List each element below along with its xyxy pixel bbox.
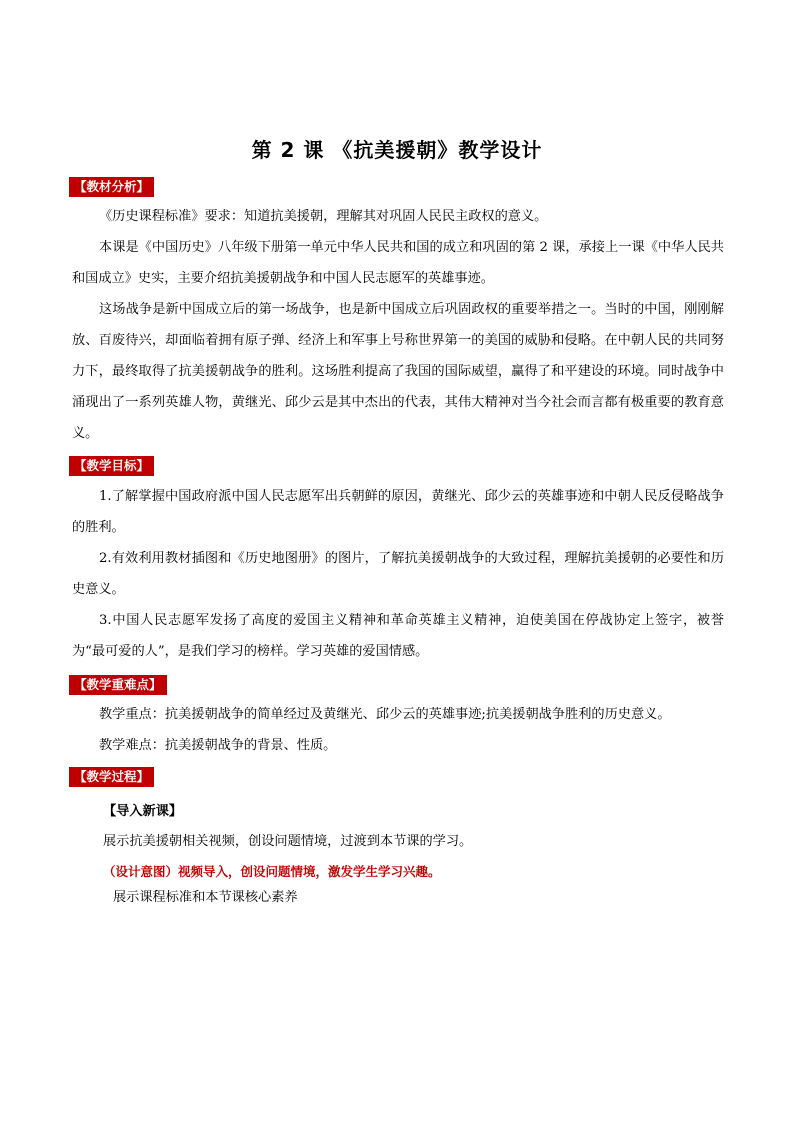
document-title: 第 2 课 《抗美援朝》教学设计 — [251, 138, 543, 162]
analysis-paragraph: 《历史课程标准》要求：知道抗美援朝，理解其对巩固人民民主政权的意义。 — [99, 209, 548, 224]
goal-item: 2.有效利用教材插图和《历史地图册》的图片，了解抗美援朝战争的大致过程，理解抗美援朝的必要性和历史意义。 — [72, 551, 724, 597]
intro-text: 展示抗美援朝相关视频，创设问题情境，过渡到本节课的学习。 — [103, 834, 473, 849]
sub-heading-intro: 【导入新课】 — [103, 804, 183, 819]
key-point: 教学重点：抗美援朝战争的简单经过及黄继光、邱少云的英雄事迹;抗美援朝战争胜利的历史意义。 — [99, 707, 671, 722]
section-tag-process: 【教学过程】 — [69, 767, 154, 787]
design-intent: （设计意图）视频导入，创设问题情境，激发学生学习兴趣。 — [103, 864, 441, 879]
section-tag-keypoints: 【教学重难点】 — [69, 675, 167, 695]
goal-item: 1.了解掌握中国政府派中国人民志愿军出兵朝鲜的原因，黄继光、邱少云的英雄事迹和中朝人民反侵略战争的胜利。 — [72, 489, 724, 535]
section-tag-goals: 【教学目标】 — [69, 456, 154, 476]
next-step-text: 展示课程标准和本节课核心素养 — [113, 890, 298, 905]
analysis-paragraph: 本课是《中国历史》八年级下册第一单元中华人民共和国的成立和巩固的第 2 课，承接上一课《中华人民共和国成立》史实，主要介绍抗美援朝战争和中国人民志愿军的英雄事迹。 — [72, 240, 724, 286]
difficult-point: 教学难点：抗美援朝战争的背景、性质。 — [99, 738, 337, 753]
analysis-paragraph: 这场战争是新中国成立后的第一场战争，也是新中国成立后巩固政权的重要举措之一。当时的中国，刚刚解放、百废待兴，却面临着拥有原子弹、经济上和军事上号称世界第一的美国的威胁和侵略。在中朝人民的共同努力下，最终取得了抗美援朝战争的胜利。这场胜利提高了我国的国际威望，赢得了和平建设的环境。同时战争中涌现出了一系列英雄人物，黄继光、邱少云是其中杰出的代表，其伟大精神对当今社会而言都有极重要的教育意义。 — [72, 302, 724, 441]
goal-item: 3.中国人民志愿军发扬了高度的爱国主义精神和革命英雄主义精神，迫使美国在停战协定上签字，被誉为“最可爱的人”，是我们学习的榜样。学习英雄的爱国情感。 — [72, 613, 724, 659]
section-tag-analysis: 【教材分析】 — [69, 177, 154, 197]
